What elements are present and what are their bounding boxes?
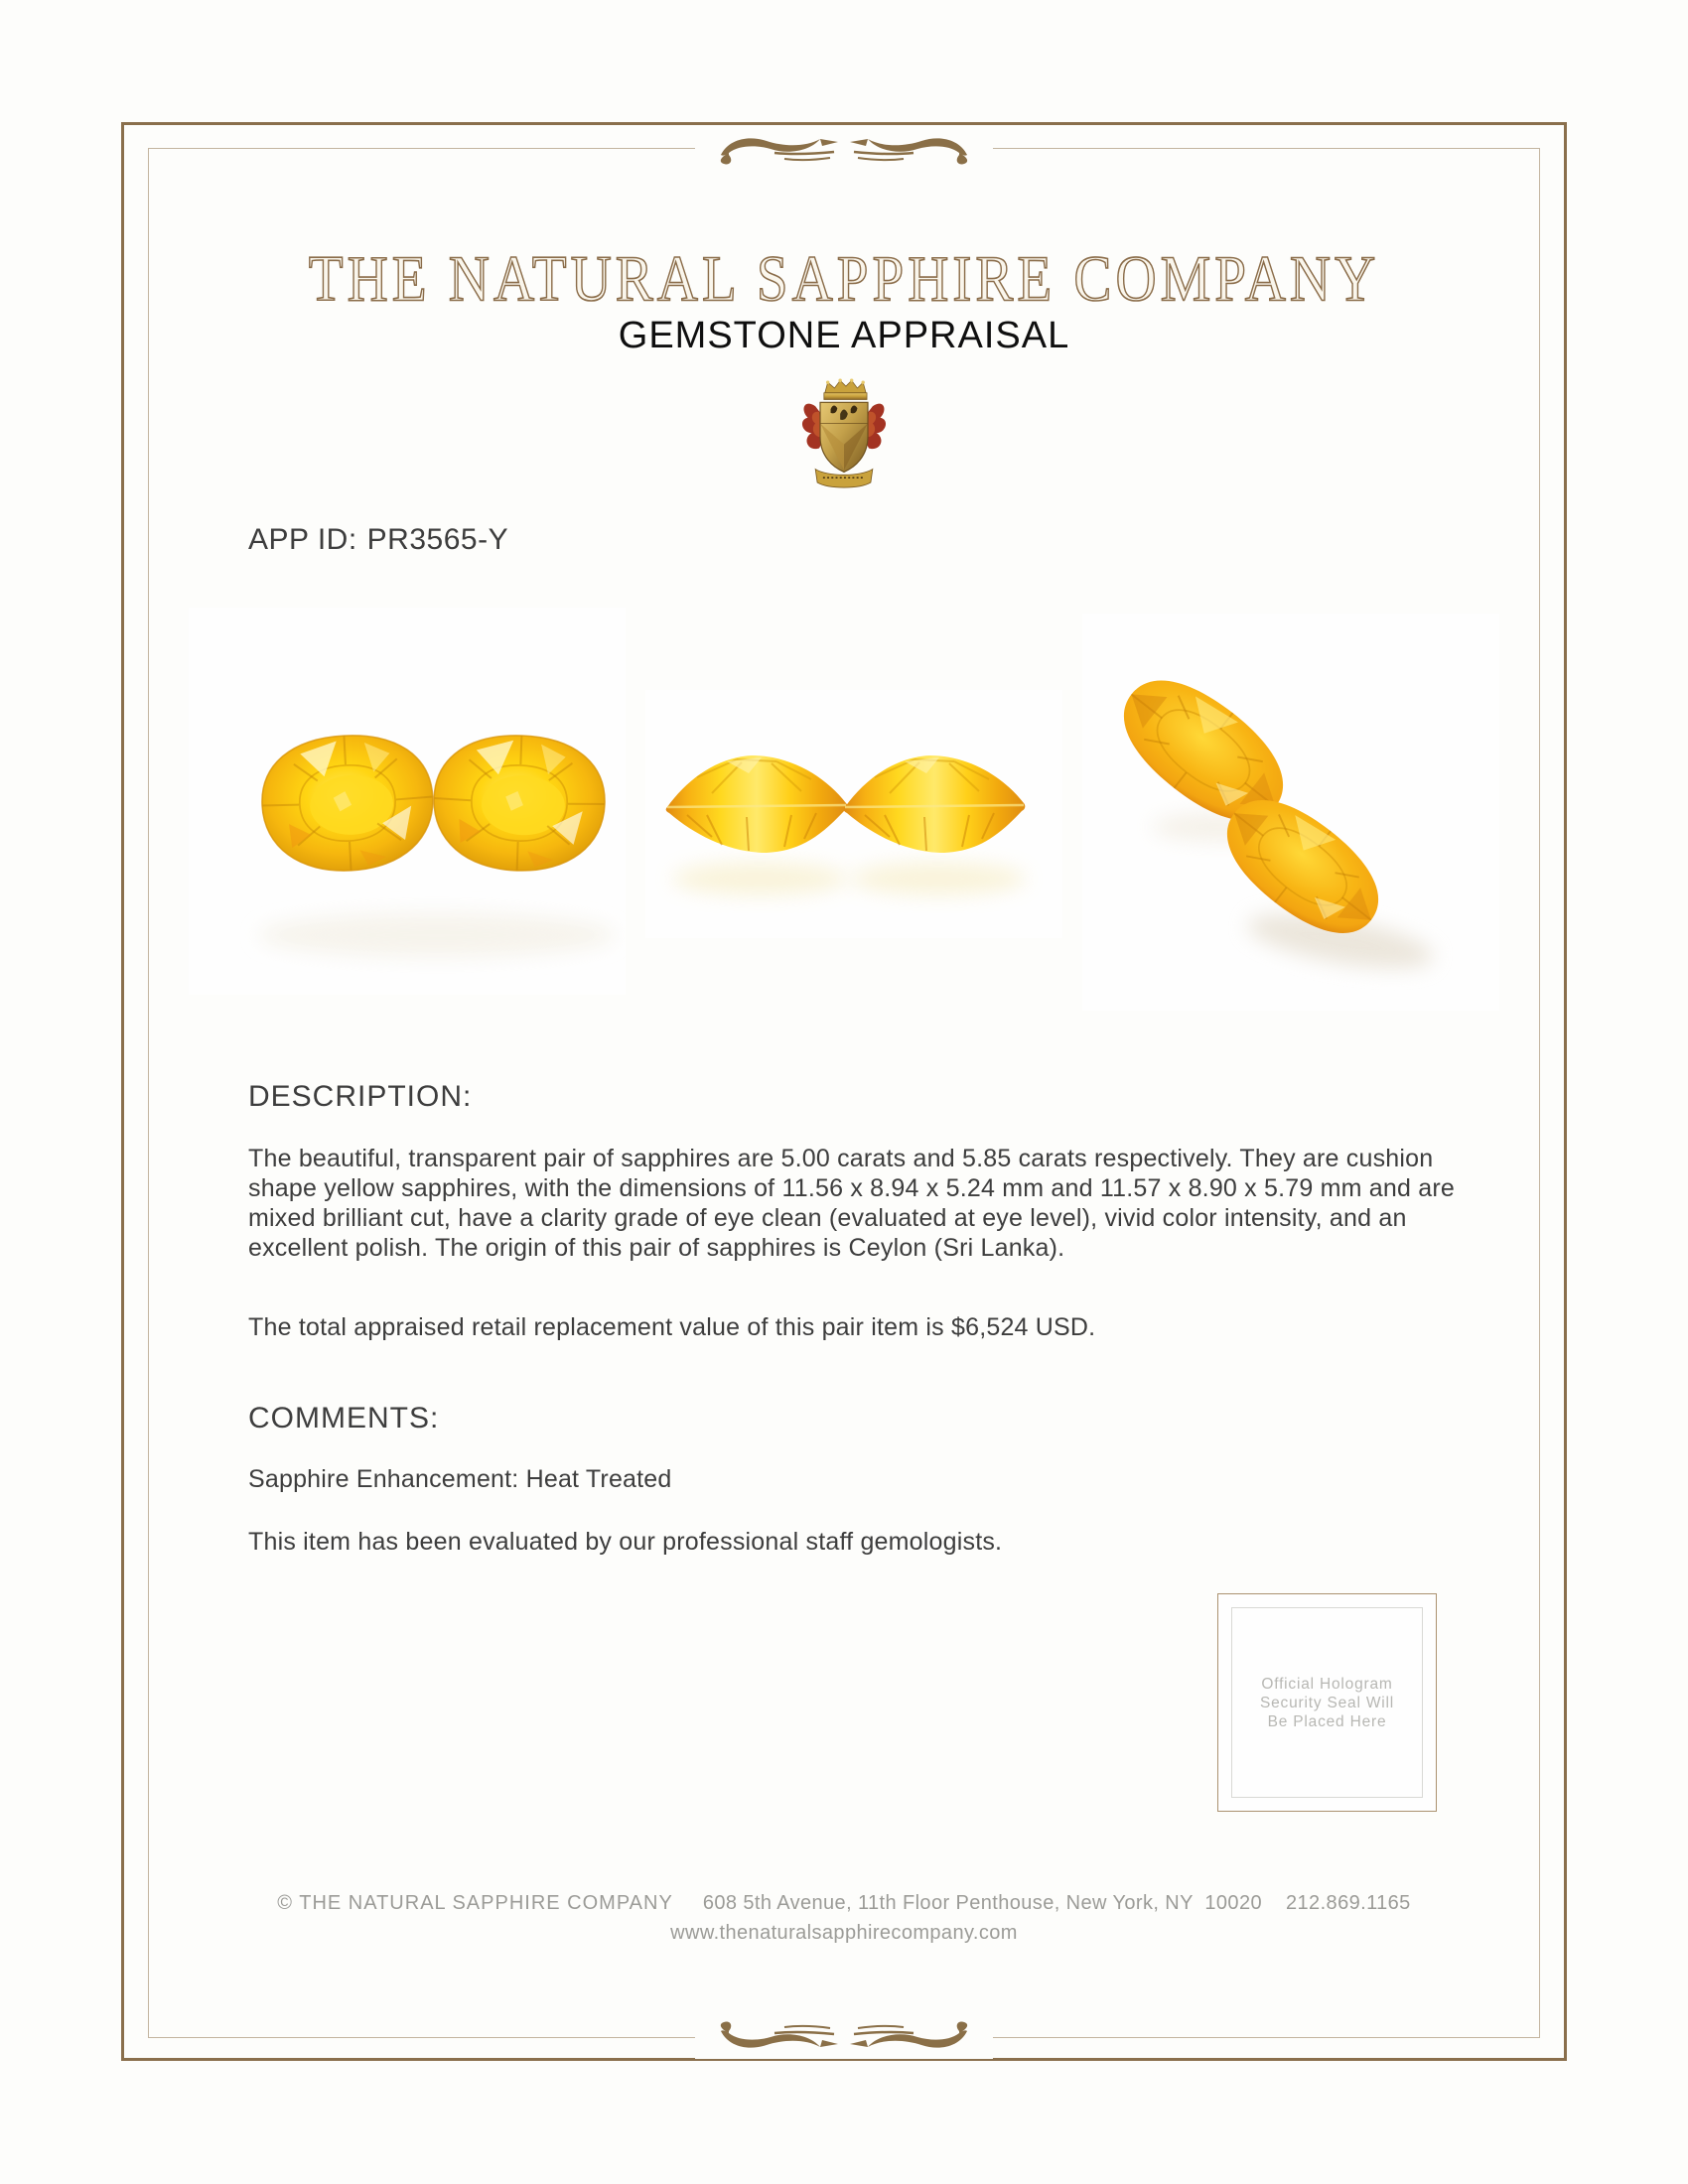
hologram-seal-inner-box	[1231, 1607, 1423, 1798]
gem-pair-side-view-image	[645, 690, 1062, 938]
app-id-label: APP ID:	[248, 523, 357, 556]
description-paragraph: The beautiful, transparent pair of sapphires are 5.00 carats and 5.85 carats respectively. They are cushion shape yellow sapphires, with the dimensions of 11.56 x 8.94 x 5.24 mm and 11.57 x 8.90 x 5.79 mm and are mixed brilliant cut, have a clarity grade of eye clean (evaluated at eye level), vivid color intensity, and an excellent polish. The origin of this pair of sapphires is Ceylon (Sri Lanka).	[248, 1145, 1456, 1262]
sapphire-pair-face-up-photo	[189, 608, 626, 995]
sapphire-pair-diagonal-view-photo	[1082, 614, 1499, 1011]
footer-phone: 212.869.1165	[1286, 1892, 1411, 1914]
gem-pair-face-up-image	[189, 608, 626, 995]
document-type-title: GEMSTONE APPRAISAL	[618, 315, 1070, 356]
hologram-seal-placeholder	[1217, 1593, 1437, 1812]
app-id-value: PR3565-Y	[366, 523, 509, 556]
evaluation-line: This item has been evaluated by our professional staff gemologists.	[248, 1528, 1003, 1556]
footer-contact-line	[149, 1892, 1539, 1915]
double-swirl-flourish-icon	[715, 2017, 973, 2057]
double-swirl-flourish-icon	[715, 129, 973, 169]
hologram-text-line1: Official Hologram	[1261, 1675, 1393, 1693]
hologram-text-line3: Be Placed Here	[1267, 1712, 1387, 1730]
hologram-text-line2: Security Seal Will	[1260, 1694, 1394, 1711]
comments-heading: COMMENTS:	[248, 1402, 440, 1434]
footer-website: www.thenaturalsapphirecompany.com	[670, 1922, 1018, 1944]
footer-copyright: © THE NATURAL SAPPHIRE COMPANY	[277, 1892, 673, 1914]
app-id	[248, 523, 508, 557]
gem-pair-diagonal-image	[1082, 614, 1499, 1011]
company-name: THE NATURAL SAPPHIRE COMPANY	[308, 243, 1380, 316]
sapphire-pair-side-view-photo	[645, 690, 1062, 938]
coat-of-arms-icon	[796, 375, 892, 494]
description-heading: DESCRIPTION:	[248, 1080, 473, 1113]
bottom-flourish-ornament	[695, 2015, 993, 2059]
enhancement-line: Sapphire Enhancement: Heat Treated	[248, 1465, 672, 1493]
company-crest-logo	[796, 375, 892, 494]
appraised-value-line: The total appraised retail replacement value of this pair item is $6,524 USD.	[248, 1313, 1096, 1341]
footer-address: 608 5th Avenue, 11th Floor Penthouse, New York, NY 10020	[702, 1892, 1263, 1914]
top-flourish-ornament	[695, 127, 993, 171]
